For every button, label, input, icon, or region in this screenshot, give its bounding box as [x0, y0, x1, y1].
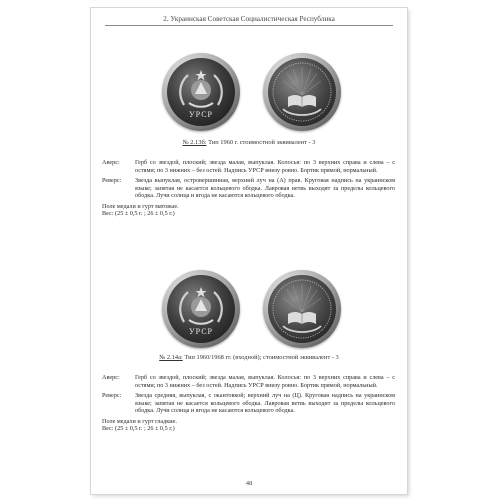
running-header: 2. Украинская Советская Социалистическая Республика: [105, 15, 393, 26]
medal-reverse-image-2: [263, 270, 341, 348]
medal-number-2: № 2.14а:: [159, 354, 183, 361]
medal-type-2: Тип 1960/1968 гг. (входной); стоимостной эквивалент - 3: [182, 354, 339, 361]
avers-text-1: Герб со звездой, плоский; звезда малая, выпуклая. Колосья: по 3 верхних справа и слева – с остями; по 3 нижних – без остей. Надпись УРСР внизу ровно. Бортик прямой, нормальный.: [135, 159, 395, 174]
medal-caption-1: [91, 139, 407, 146]
page-number: 48: [245, 480, 253, 487]
weight-note-1: Вес: (25 ± 0,5 г. ; 26 ± 0,5 г.): [102, 210, 175, 217]
medal-type-1: Тип 1960 г. стоимостной эквивалент - 3: [206, 139, 316, 146]
field-note-1: Поле медали и гурт матовые.: [102, 202, 179, 210]
coin-inscription: УРСР: [189, 110, 213, 119]
medal-reverse-image-1: [263, 53, 341, 131]
weight-note-2: Вес: (25 ± 0,5 г. ; 26 ± 0,5 г.): [102, 425, 175, 432]
medal-description-2: [102, 374, 395, 433]
medal-obverse-image-1: [162, 53, 240, 131]
revers-text-2: Звезда средняя, выпуклая, с окантовкой; верхний луч на (Ц). Круговая надпись на украинском языке; запятая не касается кольцевого ободка. Лавровая ветвь выходит за пределы кольцевого ободка. Лучи солнца и ягода не касаются кольцевого ободка.: [135, 392, 395, 414]
avers-text-2: Герб со звездой, плоский; звезда малая, выпуклая. Колосья: по 3 верхних справа и слева – с остями; по 3 нижних – без остей. Надпись УРСР внизу ровно. Бортик прямой, нормальный.: [135, 374, 395, 389]
book-page: [91, 8, 407, 494]
field-note-2: Поле медали и гурт гладкие.: [102, 417, 177, 425]
avers-label-2: Аверс:: [102, 374, 120, 381]
revers-label-1: Реверс:: [102, 177, 122, 184]
medal-number-1: № 2.13б:: [182, 139, 207, 146]
avers-label-1: Аверс:: [102, 159, 120, 166]
medal-caption-2: [91, 354, 407, 361]
medal-description-1: [102, 159, 395, 218]
revers-text-1: Звезда выпуклая, островершинная, верхний луч на (А) прав. Круговая надпись на украинском языке; запятая не касается кольцевого ободка. Лавровая ветвь выходят за пределы кольцевого ободка. Лучи солнца и ягода не касаются кольцевого ободка.: [135, 177, 395, 199]
medal-obverse-image-2: [162, 270, 240, 348]
coin-inscription: УРСР: [189, 327, 213, 336]
revers-label-2: Реверс:: [102, 392, 122, 399]
